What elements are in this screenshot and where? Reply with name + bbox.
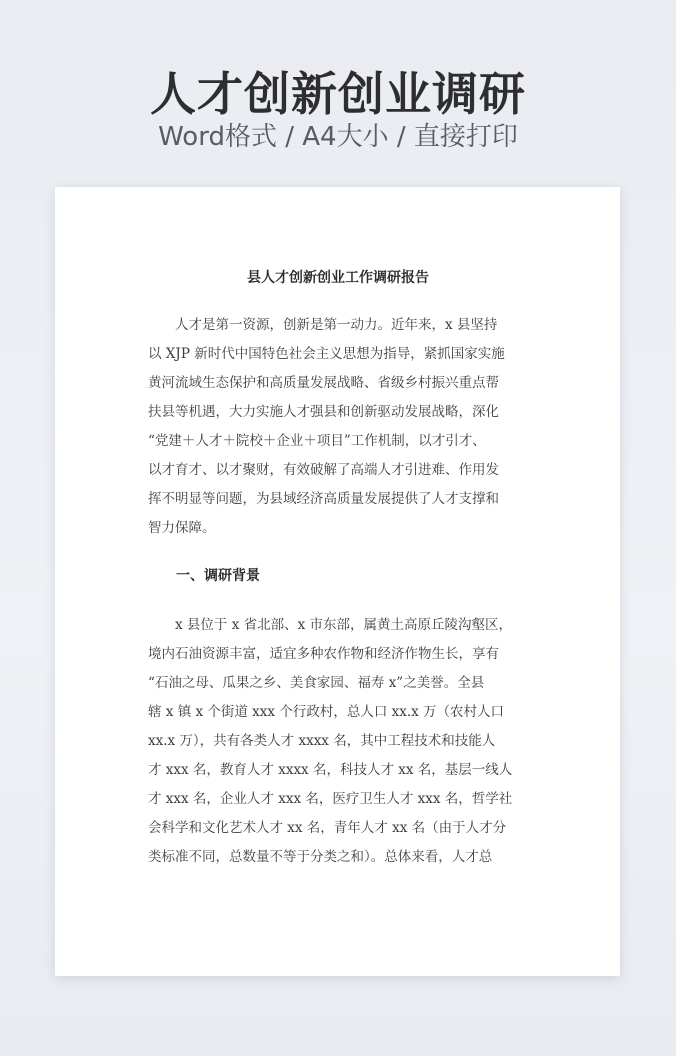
paragraph-line: 智力保障。: [148, 520, 216, 536]
document-page: [55, 187, 620, 976]
paragraph-line: 境内石油资源丰富，适宜多种农作物和经济作物生长，享有: [148, 646, 499, 662]
paragraph-line: 以才育才、以才聚财，有效破解了高端人才引进难、作用发: [148, 462, 499, 478]
paragraph-line: 扶县等机遇，大力实施人才强县和创新驱动发展战略，深化: [148, 404, 499, 420]
paragraph-line: 才 xxx 名，教育人才 xxxx 名，科技人才 xx 名，基层一线人: [148, 762, 513, 778]
paragraph-line: 黄河流域生态保护和高质量发展战略、省级乡村振兴重点帮: [148, 375, 499, 391]
hero-subtitle: Word格式 / A4大小 / 直接打印: [158, 122, 518, 152]
paragraph-line: “党建＋人才＋院校＋企业＋项目”工作机制，以才引才、: [148, 433, 486, 449]
document-title: 县人才创新创业工作调研报告: [247, 270, 429, 286]
section-heading: 一、调研背景: [176, 568, 260, 584]
paragraph-line: 会科学和文化艺术人才 xx 名，青年人才 xx 名（由于人才分: [148, 820, 507, 836]
paragraph-line: x 县位于 x 省北部、x 市东部，属黄土高原丘陵沟壑区，: [148, 617, 513, 633]
paragraph-line: “石油之母、瓜果之乡、美食家园、福寿 x”之美誉。全县: [148, 675, 485, 691]
paragraph-line: 类标准不同，总数量不等于分类之和）。总体来看，人才总: [148, 849, 493, 865]
paragraph-line: 才 xxx 名，企业人才 xxx 名，医疗卫生人才 xxx 名，哲学社: [148, 791, 513, 807]
paragraph-line: 人才是第一资源，创新是第一动力。近年来，x 县坚持: [148, 317, 498, 333]
hero-title: 人才创新创业调研: [150, 67, 526, 121]
paragraph-line: 辖 x 镇 x 个街道 xxx 个行政村，总人口 xx.x 万（农村人口: [148, 704, 505, 720]
paragraph-line: xx.x 万），共有各类人才 xxxx 名，其中工程技术和技能人: [148, 733, 496, 749]
paragraph-line: 以 XJP 新时代中国特色社会主义思想为指导，紧抓国家实施: [148, 346, 505, 362]
paragraph-line: 挥不明显等问题，为县域经济高质量发展提供了人才支撑和: [148, 491, 499, 507]
